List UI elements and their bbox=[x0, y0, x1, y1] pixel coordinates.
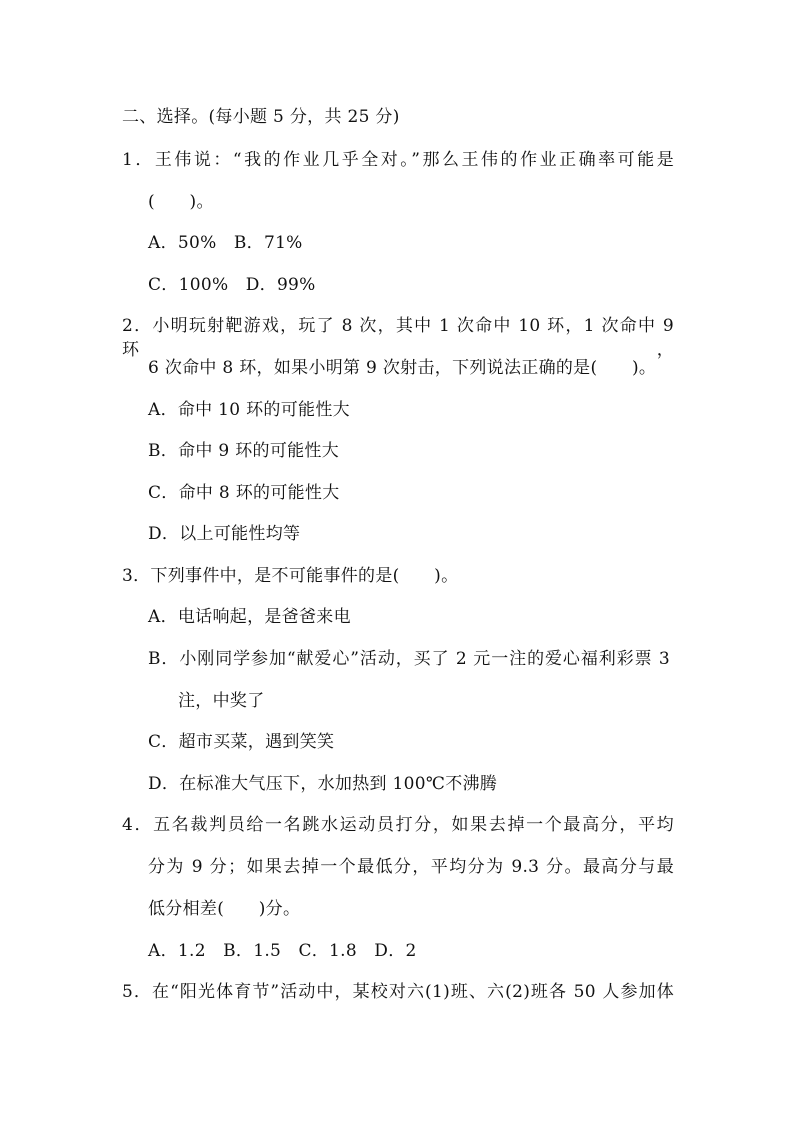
question-3-option-b-line-1: B．小刚同学参加“献爱心”活动，买了 2 元一注的爱心福利彩票 3 bbox=[148, 649, 670, 669]
question-2-option-b: B．命中 9 环的可能性大 bbox=[148, 441, 340, 461]
question-2-option-c: C．命中 8 环的可能性大 bbox=[148, 483, 340, 503]
question-4-stem-line-1: 4．五名裁判员给一名跳水运动员打分，如果去掉一个最高分，平均 bbox=[122, 815, 674, 835]
question-4-stem-line-3: 低分相差( )分。 bbox=[148, 899, 301, 919]
question-2-option-a: A．命中 10 环的可能性大 bbox=[148, 400, 350, 420]
question-1-options-line-1: A．50% B．71% bbox=[148, 233, 303, 253]
question-3-stem: 3．下列事件中，是不可能事件的是( )。 bbox=[122, 566, 459, 586]
question-3-option-d: D．在标准大气压下，水加热到 100℃不沸腾 bbox=[148, 774, 498, 794]
question-2-stem-line-1: 2．小明玩射靶游戏，玩了 8 次，其中 1 次命中 10 环，1 次命中 9 环， bbox=[122, 316, 674, 360]
question-3-option-c: C．超市买菜，遇到笑笑 bbox=[148, 732, 335, 752]
question-1-options-line-2: C．100% D．99% bbox=[148, 275, 316, 295]
question-3-option-a: A．电话响起，是爸爸来电 bbox=[148, 607, 351, 627]
section-heading: 二、选择。(每小题 5 分，共 25 分) bbox=[122, 107, 400, 127]
question-4-options: A．1.2 B．1.5 C．1.8 D．2 bbox=[148, 941, 417, 961]
question-2-option-d: D．以上可能性均等 bbox=[148, 524, 301, 544]
question-1-stem-line-1: 1．王伟说：“我的作业几乎全对。”那么王伟的作业正确率可能是 bbox=[122, 150, 674, 170]
question-1-stem-line-2: ( )。 bbox=[148, 192, 214, 212]
question-2-stem-line-2: 6 次命中 8 环，如果小明第 9 次射击，下列说法正确的是( )。 bbox=[148, 358, 657, 378]
question-3-option-b-line-2: 注，中奖了 bbox=[178, 691, 265, 711]
question-4-stem-line-2: 分为 9 分；如果去掉一个最低分，平均分为 9.3 分。最高分与最 bbox=[148, 857, 674, 877]
question-5-stem-line-1: 5．在“阳光体育节”活动中，某校对六(1)班、六(2)班各 50 人参加体 bbox=[122, 982, 674, 1002]
